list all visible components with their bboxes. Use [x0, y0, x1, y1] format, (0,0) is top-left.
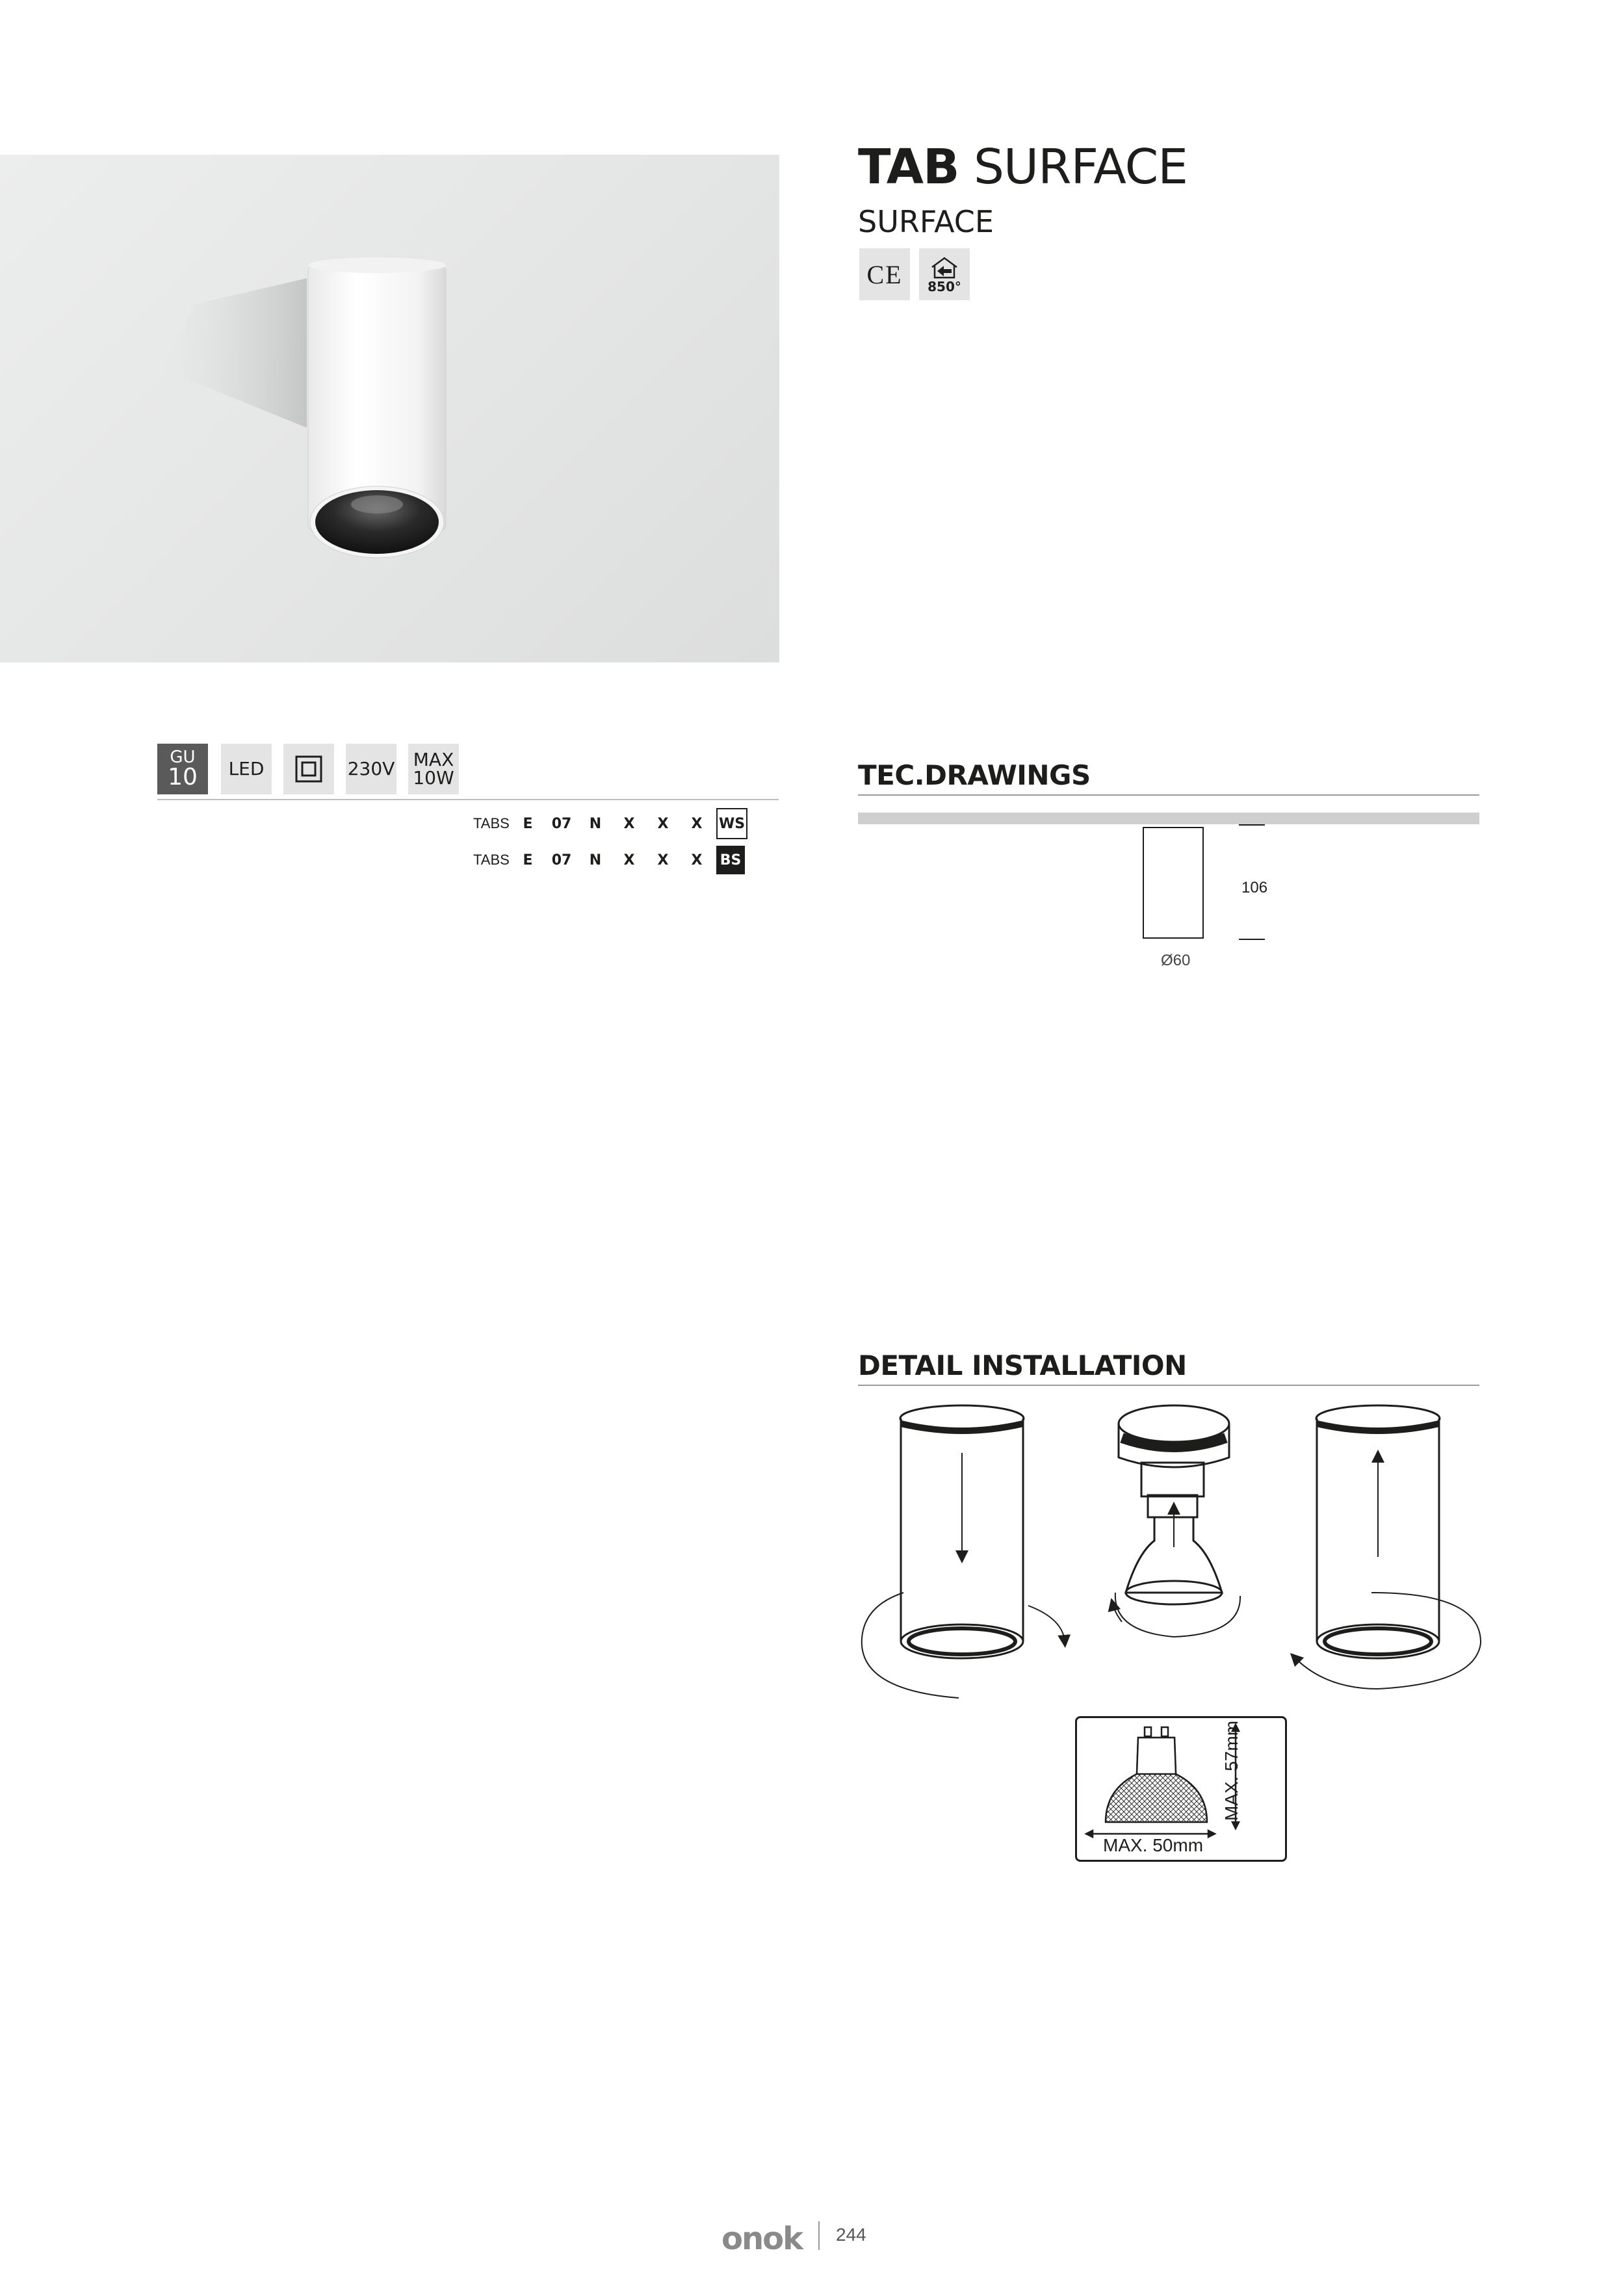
product-code-row-ws: TABS E 07 N X X X WS — [473, 807, 747, 840]
tec-drawings-rule — [858, 794, 1479, 796]
step-2-lamp-icon — [1113, 1405, 1240, 1637]
class-ii-insulation-icon — [283, 744, 334, 794]
page-number: 244 — [836, 2224, 866, 2245]
house-arrow-icon — [928, 255, 961, 280]
detail-installation-rule — [858, 1385, 1479, 1386]
footer-separator — [818, 2221, 820, 2250]
dimension-tick-bottom — [1239, 939, 1265, 940]
lamp-width-label: MAX. 50mm — [1103, 1835, 1204, 1855]
product-title-bold: TAB — [858, 139, 959, 195]
spec-divider — [157, 799, 779, 800]
ce-mark-icon: CE — [859, 248, 910, 300]
step-3-rotate-icon — [1295, 1405, 1481, 1689]
product-code-row-bs: TABS E 07 N X X X BS — [473, 844, 745, 876]
glow-wire-850-icon: 850° — [919, 248, 970, 300]
brand-logo: onok — [721, 2221, 803, 2257]
detail-installation-heading: DETAIL INSTALLATION — [858, 1350, 1187, 1381]
step-1-insert-icon — [862, 1405, 1065, 1698]
product-photo — [0, 155, 779, 662]
dimension-tick-top — [1239, 824, 1265, 826]
installation-steps-diagram — [858, 1398, 1488, 1703]
gu10-socket-badge: GU 10 — [157, 744, 208, 794]
max-power-badge: MAX 10W — [408, 744, 459, 794]
cylinder-luminaire-image — [0, 155, 779, 662]
luminaire-outline-drawing — [1143, 827, 1204, 939]
tec-drawings-heading: TEC.DRAWINGS — [858, 759, 1091, 791]
product-subtitle: SURFACE — [858, 204, 994, 239]
led-badge: LED — [221, 744, 272, 794]
diameter-dimension: Ø60 — [1161, 952, 1191, 969]
height-dimension: 106 — [1241, 879, 1268, 896]
lamp-height-label: MAX. 57mm — [1221, 1720, 1241, 1821]
ceiling-line — [858, 813, 1479, 824]
voltage-badge: 230V — [346, 744, 396, 794]
finish-white-code: WS — [716, 808, 747, 839]
lamp-size-box — [1075, 1716, 1287, 1862]
product-title-light: SURFACE — [973, 139, 1188, 195]
finish-black-code: BS — [716, 846, 745, 874]
product-title — [858, 139, 1188, 195]
